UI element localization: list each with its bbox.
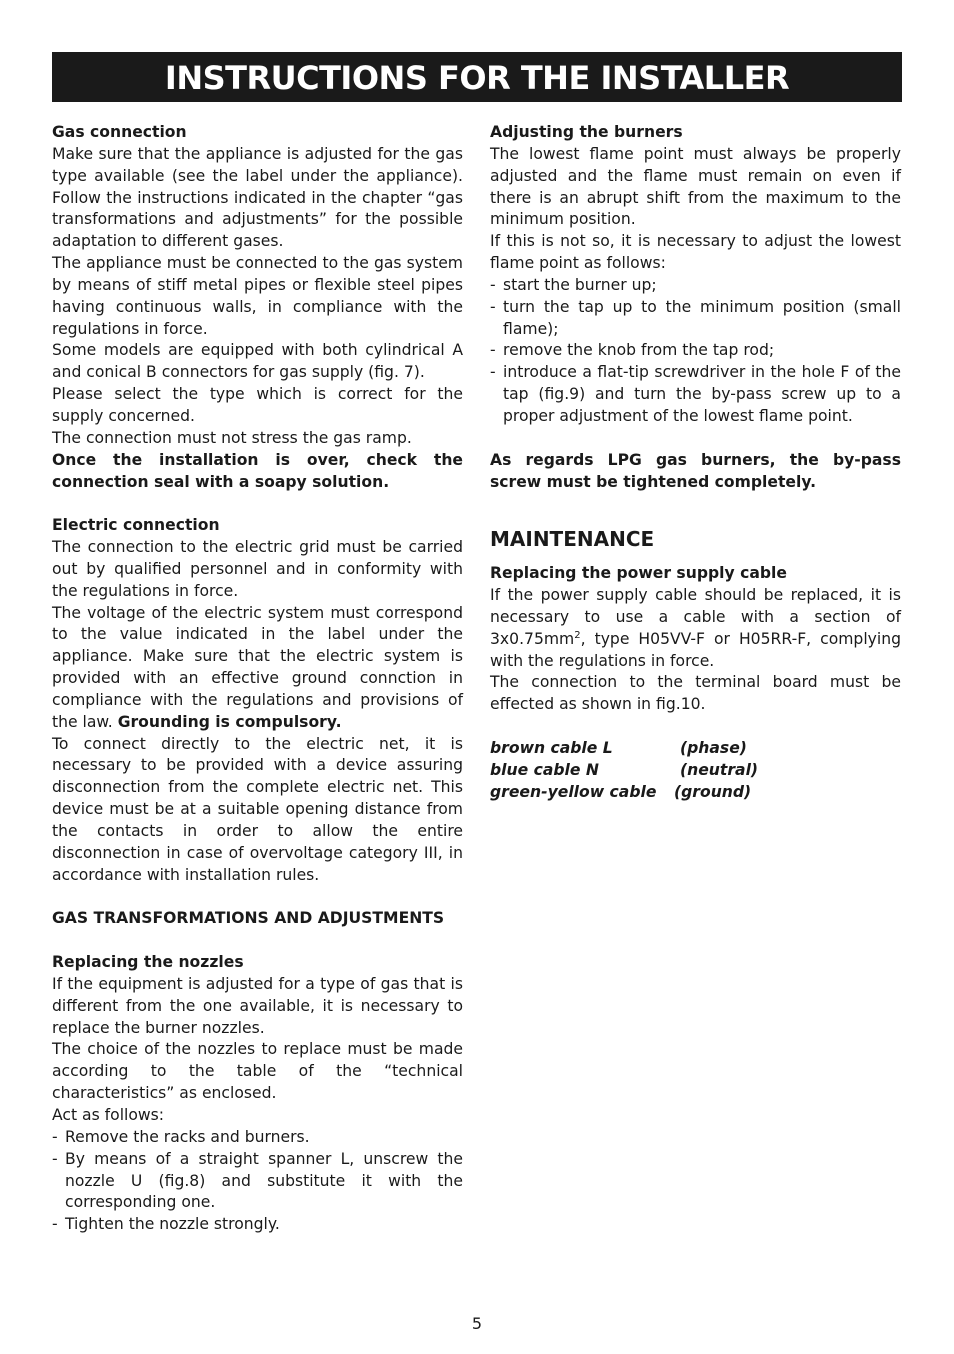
- gas-connection-para: Make sure that the appliance is adjusted for the gas type available (see the label under the appliance). Follow the instructions indicated in the chapter “gas transformations and adjustments” for the possible adaptation to different gases.: [52, 144, 463, 251]
- burners-para: The lowest flame point must always be properly adjusted and the flame must remain on even if there is an abrupt shift from the maximum to the minimum position.: [490, 144, 901, 229]
- nozzles-para: The choice of the nozzles to replace must be made according to the table of the “technical characteristics” as enclosed.: [52, 1040, 463, 1103]
- cable-name: brown cable L: [490, 738, 613, 757]
- power-cable-para: The connection to the terminal board must be effected as shown in fig.10.: [490, 673, 901, 714]
- cable-name: green-yellow cable: [490, 782, 657, 801]
- power-cable-para: [490, 585, 901, 672]
- list-item: - turn the tap up to the minimum position (small flame);: [490, 297, 901, 341]
- power-cable-text: , type H05VV-F or H05RR-F, complying with the regulations in force.: [490, 629, 901, 670]
- adjusting-burners-heading: Adjusting the burners: [490, 123, 683, 141]
- gas-connection-para: Some models are equipped with both cylindrical A and conical B connectors for gas supply (fig. 7).: [52, 341, 463, 382]
- nozzles-para: If the equipment is adjusted for a type of gas that is different from the one available, it is necessary to replace the burner nozzles.: [52, 974, 463, 1037]
- power-cable-heading: Replacing the power supply cable: [490, 564, 787, 583]
- cable-row: [490, 738, 901, 760]
- replacing-nozzles-heading: Replacing the nozzles: [52, 953, 244, 972]
- electric-connection-text: The voltage of the electric system must correspond to the value indicated in the label under the appliance. Make sure that the electric system is provided with an effective ground connction in compliance with the regulations and provisions of the law.: [52, 603, 463, 731]
- gas-connection-warning: Once the installation is over, check the connection seal with a soapy solution.: [52, 450, 463, 491]
- gas-connection-para: Please select the type which is correct for the supply concerned.: [52, 385, 463, 425]
- cable-name: blue cable N: [490, 760, 599, 779]
- cable-role: (neutral): [680, 760, 759, 779]
- gas-connection-para: The connection must not stress the gas ramp.: [52, 428, 412, 447]
- superscript: 2: [574, 629, 581, 641]
- electric-connection-para: To connect directly to the electric net, it is necessary to be provided with a device assuring disconnection from the complete electric net. This device must be at a suitable opening distance from the contacts in order to allow the entire disconnection in case of overvoltage category III, in accordance with installation rules.: [52, 734, 463, 884]
- list-item: - By means of a straight spanner L, unscrew the nozzle U (fig.8) and substitute it with the corresponding one.: [52, 1149, 463, 1215]
- cable-row: [490, 760, 901, 782]
- list-item: - remove the knob from the tap rod;: [490, 340, 901, 362]
- lpg-note: As regards LPG gas burners, the by-pass screw must be tightened completely.: [490, 450, 901, 491]
- right-column: [490, 122, 901, 803]
- list-item: - introduce a flat-tip screwdriver in the hole F of the tap (fig.9) and turn the by-pass screw up to a proper adjustment of the lowest flame point.: [490, 362, 901, 428]
- electric-connection-para: [52, 603, 463, 734]
- page-number: 5: [471, 1314, 483, 1333]
- grounding-note: Grounding is compulsory.: [117, 712, 342, 731]
- gas-connection-heading: Gas connection: [52, 123, 187, 141]
- electric-connection-heading: Electric connection: [52, 516, 220, 535]
- page-title: INSTRUCTIONS FOR THE INSTALLER: [52, 52, 902, 102]
- power-cable-text: If the power supply cable should be replaced, it is necessary to use a cable with a section of 3x0.75mm: [490, 586, 901, 648]
- list-item: - Tighten the nozzle strongly.: [52, 1214, 463, 1236]
- burner-steps-list: [490, 275, 901, 428]
- gas-transformations-heading: GAS TRANSFORMATIONS AND ADJUSTMENTS: [52, 909, 445, 928]
- list-item: - start the burner up;: [490, 275, 901, 297]
- cable-row: [490, 782, 901, 804]
- electric-connection-para: The connection to the electric grid must be carried out by qualified personnel and in conformity with the regulations in force.: [52, 538, 463, 600]
- list-item: - Remove the racks and burners.: [52, 1127, 463, 1149]
- left-column: [52, 122, 463, 1236]
- gas-connection-para: The appliance must be connected to the gas system by means of stiff metal pipes or flexible steel pipes having continuous walls, in compliance with the regulations in force.: [52, 254, 463, 338]
- cable-role: (phase): [680, 738, 747, 757]
- cable-role: (ground): [674, 782, 752, 801]
- nozzles-para: Act as follows:: [52, 1105, 165, 1124]
- burners-para: If this is not so, it is necessary to adjust the lowest flame point as follows:: [490, 232, 901, 273]
- nozzle-steps-list: [52, 1127, 463, 1236]
- maintenance-heading: MAINTENANCE: [490, 527, 655, 552]
